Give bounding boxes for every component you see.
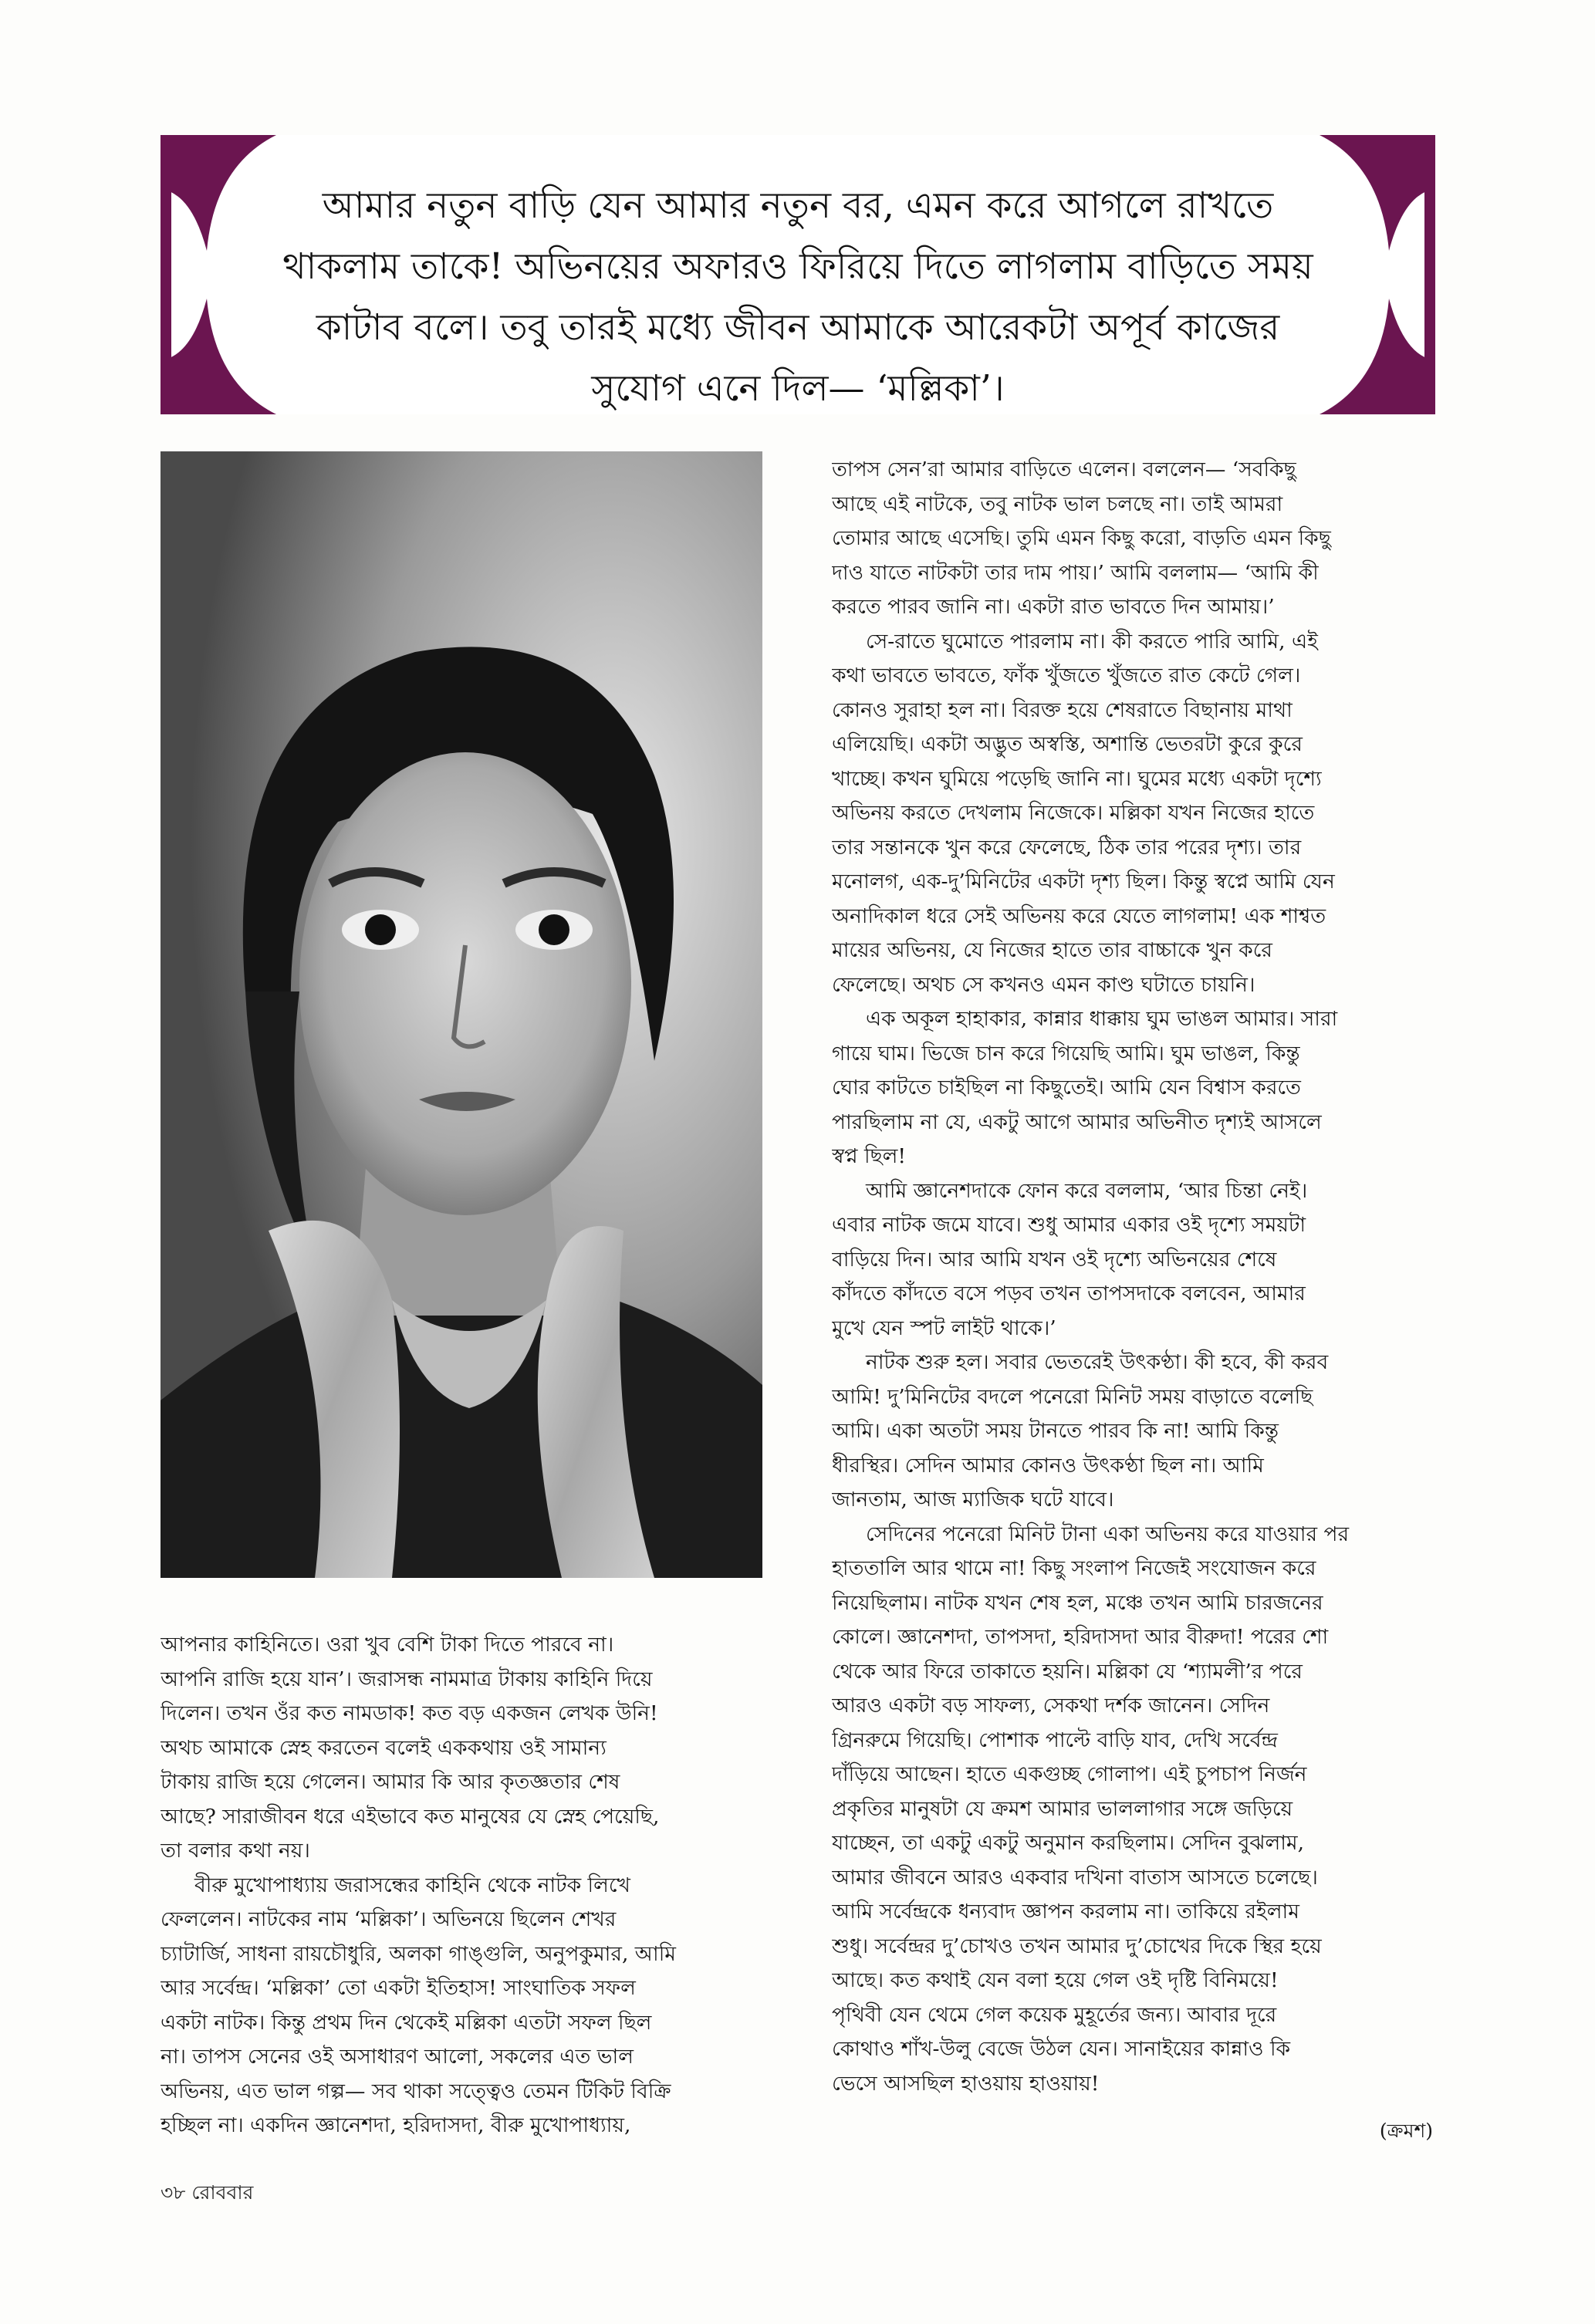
text-line: তার সন্তানকে খুন করে ফেলেছে, ঠিক তার পরের দৃশ্য। তার	[832, 835, 1302, 860]
text-line: আমার জীবনে আরও একবার দখিনা বাতাস আসতে চলেছে।	[832, 1865, 1318, 1890]
text-line: বীরু মুখোপাধ্যায় জরাসন্ধের কাহিনি থেকে নাটক লিখে	[194, 1873, 630, 1897]
text-line: আছে? সারাজীবন ধরে এইভাবে কত মানুষের যে স্নেহ পেয়েছি,	[161, 1804, 660, 1829]
text-line: আছে এই নাটকে, তবু নাটক ভাল চলছে না। তাই আমরা	[832, 491, 1283, 516]
text-line: থেকে আর ফিরে তাকাতে হয়নি। মল্লিকা যে ‘শ্যামলী’র পরে	[832, 1659, 1303, 1684]
text-line: এলিয়েছি। একটা অদ্ভুত অস্বস্তি, অশান্তি ভেতরটা কুরে কুরে	[832, 732, 1303, 756]
text-line: মুখে যেন স্পট লাইট থাকে।’	[832, 1316, 1056, 1340]
text-line: প্রকৃতির মানুষটা যে ক্রমশ আমার ভাললাগার সঙ্গে জড়িয়ে	[832, 1796, 1293, 1821]
text-line: আমি সর্বেন্দ্রকে ধন্যবাদ জ্ঞাপন করলাম না। তাকিয়ে রইলাম	[832, 1900, 1299, 1924]
text-line: একটা নাটক। কিন্তু প্রথম দিন থেকেই মল্লিকা এতটা সফল ছিল	[161, 2010, 652, 2035]
text-line: টাকায় রাজি হয়ে গেলেন। আমার কি আর কৃতজ্ঞতার শেষ	[161, 1770, 620, 1794]
text-line: আমি। একা অতটা সময় টানতে পারব কি না! আমি কিন্তু	[832, 1419, 1279, 1443]
article-column-right	[832, 453, 1441, 2101]
text-line: শুধু। সর্বেন্দ্রর দু’চোখও তখন আমার দু’চোখের দিকে স্থির হয়ে	[832, 1934, 1322, 1958]
text-line: কোলে। জ্ঞানেশদা, তাপসদা, হরিদাসদা আর বীরুদা! পরের শো	[832, 1625, 1329, 1649]
pull-quote-line: থাকলাম তাকে! অভিনয়ের অফারও ফিরিয়ে দিতে লাগলাম বাড়িতে সময়	[282, 245, 1313, 288]
pull-quote-line: সুযোগ এনে দিল— ‘মল্লিকা’।	[591, 367, 1005, 410]
article-column-left	[161, 1628, 778, 2143]
text-line: করতে পারব জানি না। একটা রাত ভাবতে দিন আমায়।’	[832, 595, 1275, 619]
text-line: দাঁড়িয়ে আছেন। হাতে একগুচ্ছ গোলাপ। এই চুপচাপ নির্জন	[832, 1762, 1307, 1786]
text-line: তোমার আছে এসেছি। তুমি এমন কিছু করো, বাড়তি এমন কিছু	[832, 526, 1331, 550]
text-line: হচ্ছিল না। একদিন জ্ঞানেশদা, হরিদাসদা, বীরু মুখোপাধ্যায়,	[161, 2113, 631, 2137]
text-line: কোনও সুরাহা হল না। বিরক্ত হয়ে শেষরাতে বিছানায় মাথা	[832, 698, 1293, 722]
text-line: গ্রিনরুমে গিয়েছি। পোশাক পাল্টে বাড়ি যাব, দেখি সর্বেন্দ্র	[832, 1728, 1278, 1752]
text-line: তাপস সেন’রা আমার বাড়িতে এলেন। বললেন— ‘সবকিছু	[832, 458, 1296, 481]
text-line: মায়ের অভিনয়, যে নিজের হাতে তার বাচ্চাকে খুন করে	[832, 938, 1272, 962]
text-line: আছে। কত কথাই যেন বলা হয়ে গেল ওই দৃষ্টি বিনিময়ে!	[832, 1968, 1279, 1992]
text-line: আরও একটা বড় সাফল্য, সেকথা দর্শক জানেন। সেদিন	[832, 1694, 1270, 1718]
pull-quote-line: কাটাব বলে। তবু তারই মধ্যে জীবন আমাকে আরেকটা অপূর্ব কাজের	[316, 306, 1280, 349]
text-line: আপনি রাজি হয়ে যান’। জরাসন্ধ নামমাত্র টাকায় কাহিনি দিয়ে	[161, 1667, 653, 1691]
text-line: যাচ্ছেন, তা একটু একটু অনুমান করছিলাম। সেদিন বুঝলাম,	[832, 1831, 1305, 1855]
pull-quote-line: আমার নতুন বাড়ি যেন আমার নতুন বর, এমন করে আগলে রাখতে	[322, 184, 1274, 227]
portrait-photo	[161, 451, 762, 1578]
text-line: আর সর্বেন্দ্র। ‘মল্লিকা’ তো একটা ইতিহাস! সাংঘাতিক সফল	[161, 1976, 636, 2000]
text-line: সেদিনের পনেরো মিনিট টানা একা অভিনয় করে যাওয়ার পর	[866, 1522, 1350, 1546]
text-line: পৃথিবী যেন থেমে গেল কয়েক মুহূর্তের জন্য। আবার দূরে	[832, 2002, 1277, 2027]
page-folio: ৩৮ রোববার	[161, 2181, 254, 2204]
text-line: এবার নাটক জমে যাবে। শুধু আমার একার ওই দৃশ্যে সময়টা	[832, 1213, 1306, 1237]
text-line: আমি জ্ঞানেশদাকে ফোন করে বললাম, ‘আর চিন্তা নেই।	[866, 1178, 1308, 1203]
portrait-illustration	[161, 451, 762, 1578]
text-line: আমি! দু’মিনিটের বদলে পনেরো মিনিট সময় বাড়াতে বলেছি	[832, 1384, 1313, 1409]
text-line: আপনার কাহিনিতে। ওরা খুব বেশি টাকা দিতে পারবে না।	[161, 1633, 614, 1657]
text-line: না। তাপস সেনের ওই অসাধারণ আলো, সকলের এত ভাল	[161, 2045, 634, 2069]
text-line: গায়ে ঘাম। ভিজে চান করে গিয়েছি আমি। ঘুম ভাঙল, কিন্তু	[832, 1041, 1300, 1066]
text-line: খাচ্ছে। কখন ঘুমিয়ে পড়েছি জানি না। ঘুমের মধ্যে একটা দৃশ্যে	[832, 766, 1322, 791]
text-line: অভিনয়, এত ভাল গল্প— সব থাকা সত্ত্বেও তেমন টিকিট বিক্রি	[161, 2079, 671, 2103]
text-line: ভেসে আসছিল হাওয়ায় হাওয়ায়!	[832, 2071, 1100, 2096]
text-line: সে-রাতে ঘুমোতে পারলাম না। কী করতে পারি আমি, এই	[866, 629, 1318, 654]
text-line: ধীরস্থির। সেদিন আমার কোনও উৎকণ্ঠা ছিল না। আমি	[832, 1453, 1264, 1478]
text-line: পারছিলাম না যে, একটু আগে আমার অভিনীত দৃশ্যই আসলে	[832, 1110, 1322, 1134]
text-line: ফেললেন। নাটকের নাম ‘মল্লিকা’। অভিনয়ে ছিলেন শেখর	[161, 1907, 617, 1931]
text-line: নিয়েছিলাম। নাটক যখন শেষ হল, মঞ্চে তখন আমি চারজনের	[832, 1590, 1323, 1615]
text-line: তা বলার কথা নয়।	[161, 1839, 310, 1863]
text-line: দিলেন। তখন ওঁর কত নামডাক! কত বড় একজন লেখক উনি!	[161, 1701, 658, 1725]
text-line: দাও যাতে নাটকটা তার দাম পায়।’ আমি বললাম— ‘আমি কী	[832, 560, 1319, 585]
text-line: চ্যাটার্জি, সাধনা রায়চৌধুরি, অলকা গাঙ্গুলি, অনুপকুমার, আমি	[161, 1941, 676, 1966]
text-line: এক অকূল হাহাকার, কান্নার ধাক্কায় ঘুম ভাঙল আমার। সারা	[866, 1007, 1338, 1031]
text-line: অনাদিকাল ধরে সেই অভিনয় করে যেতে লাগলাম! এক শাশ্বত	[832, 904, 1326, 928]
text-line: জানতাম, আজ ম্যাজিক ঘটে যাবে।	[832, 1488, 1114, 1512]
text-line: মনোলগ, এক-দু’মিনিটের একটা দৃশ্য ছিল। কিন্তু স্বপ্নে আমি যেন	[832, 870, 1335, 893]
text-line: স্বপ্ন ছিল!	[832, 1144, 907, 1168]
pull-quote	[161, 135, 1435, 414]
text-line: অথচ আমাকে স্নেহ করতেন বলেই এককথায় ওই সামান্য	[161, 1735, 607, 1760]
text-line: অভিনয় করতে দেখলাম নিজেকে। মল্লিকা যখন নিজের হাতে	[832, 801, 1315, 825]
text-line: ঘোর কাটতে চাইছিল না কিছুতেই। আমি যেন বিশ্বাস করতে	[832, 1076, 1301, 1100]
text-line: কথা ভাবতে ভাবতে, ফাঁক খুঁজতে খুঁজতে রাত কেটে গেল।	[832, 664, 1301, 687]
text-line: কোথাও শাঁখ-উলু বেজে উঠল যেন। সানাইয়ের কান্নাও কি	[832, 2037, 1291, 2061]
text-line: নাটক শুরু হল। সবার ভেতরেই উৎকণ্ঠা। কী হবে, কী করব	[866, 1350, 1329, 1374]
text-line: ফেলেছে। অথচ সে কখনও এমন কাণ্ড ঘটাতে চায়নি।	[832, 972, 1255, 997]
continued-label: (ক্রমশ)	[1379, 2120, 1433, 2142]
text-line: কাঁদতে কাঁদতে বসে পড়ব তখন তাপসদাকে বলবেন, আমার	[832, 1282, 1306, 1306]
pull-quote-text	[234, 175, 1362, 414]
text-line: বাড়িয়ে দিন। আর আমি যখন ওই দৃশ্যে অভিনয়ের শেষে	[832, 1247, 1277, 1272]
text-line: হাততালি আর থামে না! কিছু সংলাপ নিজেই সংযোজন করে	[832, 1556, 1316, 1580]
